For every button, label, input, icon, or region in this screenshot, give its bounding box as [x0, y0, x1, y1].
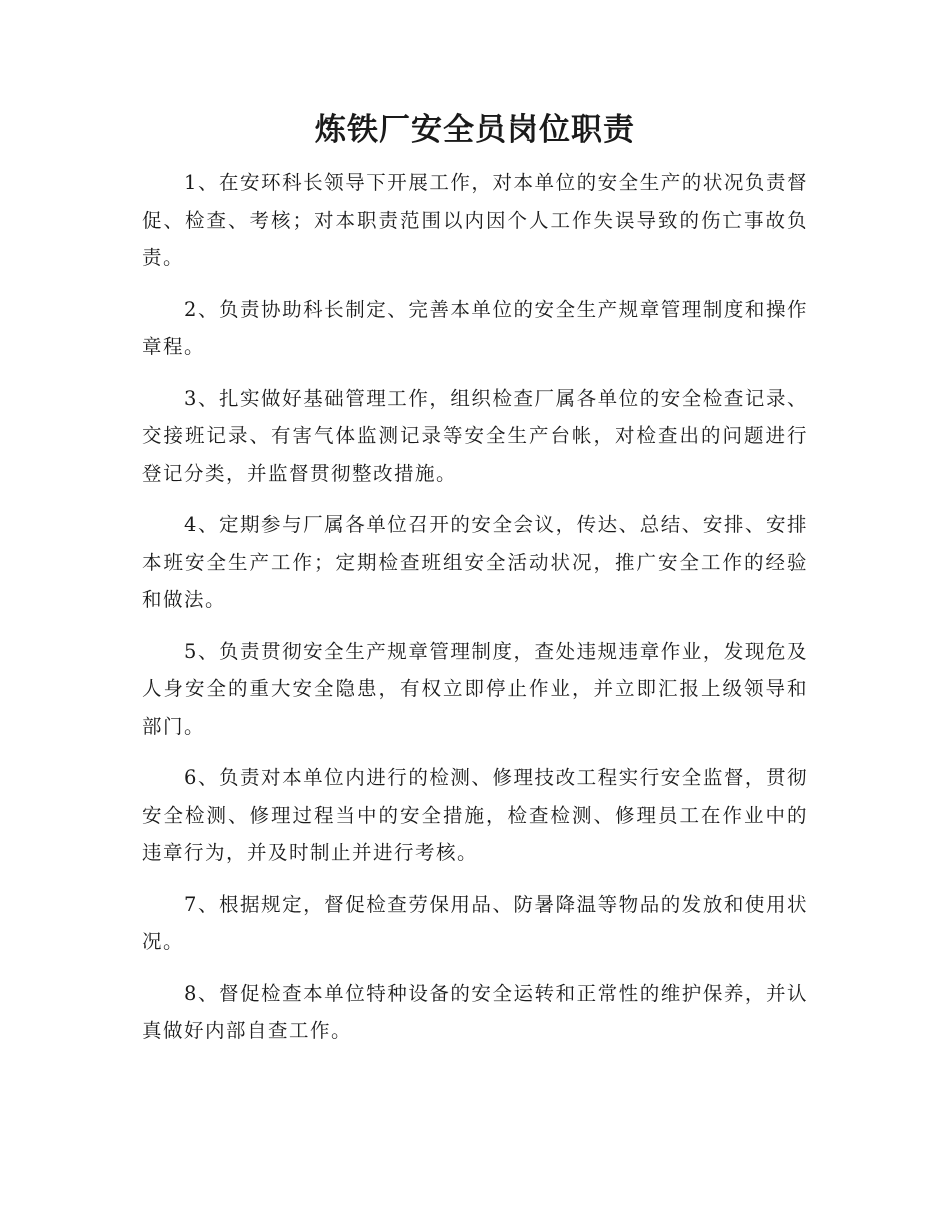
paragraph-1: 1、在安环科长领导下开展工作，对本单位的安全生产的状况负责督促、检查、考核；对本职责范围以内因个人工作失误导致的伤亡事故负责。: [142, 171, 808, 269]
paragraph-2: 2、负责协助科长制定、完善本单位的安全生产规章管理制度和操作章程。: [142, 297, 808, 358]
document-body: [142, 164, 808, 1064]
paragraph-3: 3、扎实做好基础管理工作，组织检查厂属各单位的安全检查记录、交接班记录、有害气体监测记录等安全生产台帐，对检查出的问题进行登记分类，并监督贯彻整改措施。: [142, 386, 808, 485]
paragraph-6: 6、负责对本单位内进行的检测、修理技改工程实行安全监督，贯彻安全检测、修理过程当中的安全措施，检查检测、修理员工在作业中的违章行为，并及时制止并进行考核。: [142, 766, 808, 864]
paragraph-4: 4、定期参与厂属各单位召开的安全会议，传达、总结、安排、安排本班安全生产工作；定期检查班组安全活动状况，推广安全工作的经验和做法。: [142, 513, 808, 611]
document-title: 炼铁厂安全员岗位职责: [315, 112, 635, 148]
paragraph-8: 8、督促检查本单位特种设备的安全运转和正常性的维护保养，并认真做好内部自查工作。: [142, 981, 808, 1042]
paragraph-5: 5、负责贯彻安全生产规章管理制度，查处违规违章作业，发现危及人身安全的重大安全隐患，有权立即停止作业，并立即汇报上级领导和部门。: [142, 639, 808, 738]
paragraph-7: 7、根据规定，督促检查劳保用品、防暑降温等物品的发放和使用状况。: [142, 892, 808, 953]
